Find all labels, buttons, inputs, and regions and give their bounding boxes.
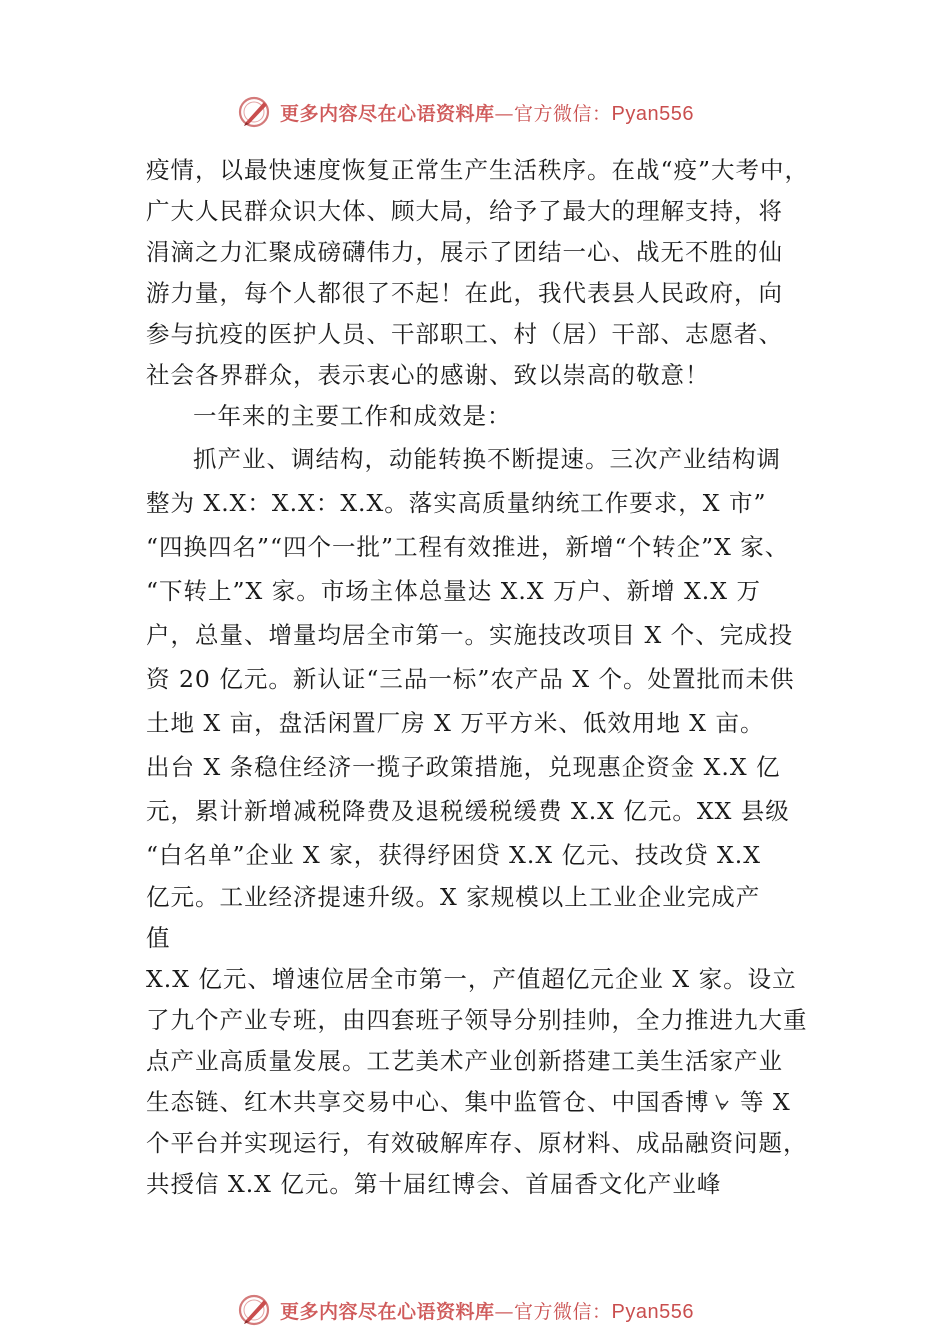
- body-line: 户，总量、增量均居全市第一。实施技改项目 X 个、完成投: [146, 621, 794, 649]
- body-line: 点产业高质量发展。工艺美术产业创新搭建工美生活家产业: [146, 1047, 783, 1075]
- pen-logo-icon: [237, 95, 273, 129]
- body-line: 亿元。工业经济提速升级。X 家规模以上工业企业完成产: [146, 883, 761, 911]
- body-line: 土地 X 亩，盘活闲置厂房 X 万平方米、低效用地 X 亩。: [146, 709, 765, 737]
- body-line: “四换四名”“四个一批”工程有效推进，新增“个转企”X 家、: [146, 533, 790, 561]
- body-line-text: 生态链、红木共享交易中心、集中监管仓、中国香博: [146, 1088, 710, 1116]
- body-line: 广大人民群众识大体、顾大局，给予了最大的理解支持，将: [146, 197, 783, 225]
- header-banner-text: [280, 99, 694, 126]
- broken-glyph-icon: [712, 1091, 732, 1113]
- footer-banner-dash: —: [494, 1301, 515, 1323]
- body-line: 值: [146, 924, 171, 952]
- header-banner-id: Pyan556: [611, 103, 694, 125]
- body-line: 游力量，每个人都很了不起！在此，我代表县人民政府，向: [146, 279, 783, 307]
- footer-banner-main: 更多内容尽在心语资料库: [280, 1301, 495, 1323]
- body-line: “白名单”企业 X 家，获得纾困贷 X.X 亿元、技改贷 X.X: [146, 841, 761, 869]
- footer-banner-text: [280, 1297, 694, 1324]
- body-line: “下转上”X 家。市场主体总量达 X.X 万户、新增 X.X 万: [146, 577, 761, 605]
- header-banner-main: 更多内容尽在心语资料库: [280, 103, 495, 125]
- body-line: 一年来的主要工作和成效是：: [193, 402, 512, 430]
- body-line: 疫情，以最快速度恢复正常生产生活秩序。在战“疫”大考中，: [146, 156, 810, 184]
- body-line-tail: 等 X: [731, 1088, 791, 1116]
- header-banner-dash: —: [494, 103, 515, 125]
- body-line: 了九个产业专班，由四套班子领导分别挂帅，全力推进九大重: [146, 1006, 808, 1034]
- body-line: 整为 X.X：X.X：X.X。落实高质量纳统工作要求，X 市”: [146, 489, 767, 517]
- header-banner-label: 官方微信：: [514, 103, 612, 125]
- body-line: 元，累计新增减税降费及退税缓税缓费 X.X 亿元。XX 县级: [146, 797, 790, 825]
- footer-banner-id: Pyan556: [611, 1301, 694, 1323]
- pen-logo-icon: [237, 1293, 273, 1327]
- body-line: 出台 X 条稳住经济一揽子政策措施，兑现惠企资金 X.X 亿: [146, 753, 781, 781]
- body-line: 参与抗疫的医护人员、干部职工、村（居）干部、志愿者、: [146, 320, 783, 348]
- footer-banner-label: 官方微信：: [514, 1301, 612, 1323]
- body-line: 资 20 亿元。新认证“三品一标”农产品 X 个。处置批而未供: [146, 665, 795, 693]
- footer-banner: [0, 1290, 950, 1330]
- body-line: 共授信 X.X 亿元。第十届红博会、首届香文化产业峰: [146, 1170, 722, 1198]
- body-line: X.X 亿元、增速位居全市第一，产值超亿元企业 X 家。设立: [146, 965, 797, 993]
- header-banner: [0, 92, 950, 132]
- document-body: [146, 150, 826, 1205]
- body-line-with-glyph: [146, 1082, 826, 1123]
- body-line: 涓滴之力汇聚成磅礴伟力，展示了团结一心、战无不胜的仙: [146, 238, 783, 266]
- body-line: 抓产业、调结构，动能转换不断提速。三次产业结构调: [193, 445, 781, 473]
- body-line: 社会各界群众，表示衷心的感谢、致以崇高的敬意！: [146, 361, 710, 389]
- body-line: 个平台并实现运行，有效破解库存、原材料、成品融资问题，: [146, 1129, 808, 1157]
